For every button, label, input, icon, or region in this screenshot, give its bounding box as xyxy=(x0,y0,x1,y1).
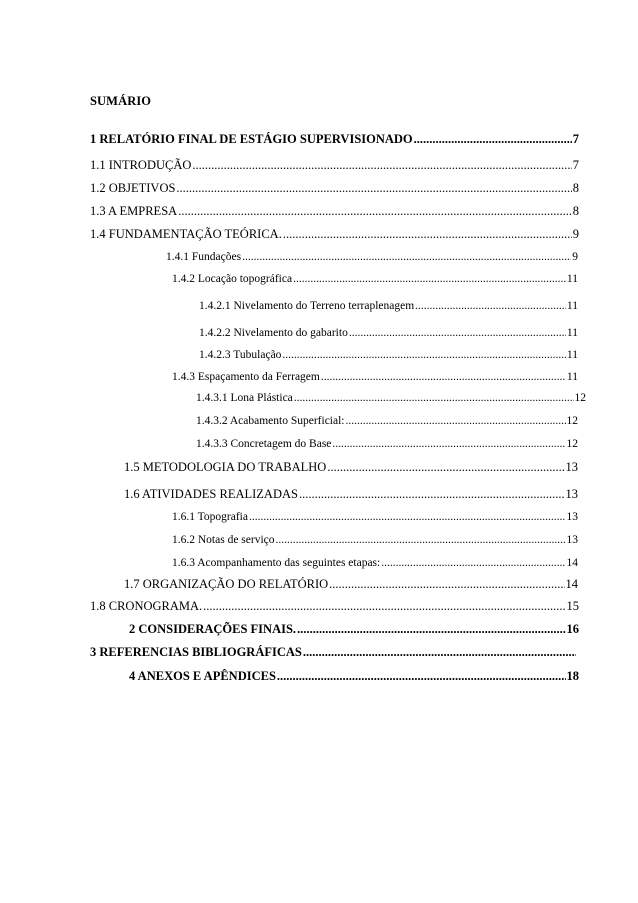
toc-entry-label: 1.2 OBJETIVOS xyxy=(90,181,176,195)
toc-entry-page: 9 xyxy=(572,227,579,241)
toc-entry[interactable] xyxy=(166,249,578,265)
toc-entry[interactable] xyxy=(172,509,578,525)
toc-entry-page: 14 xyxy=(565,577,578,591)
toc-entry-label: 1.4.3.2 Acabamento Superficial: xyxy=(196,415,345,427)
toc-entry[interactable] xyxy=(90,157,579,173)
toc-leader-dots xyxy=(283,226,572,242)
toc-leader-dots xyxy=(349,325,566,341)
toc-entry-label: 1.3 A EMPRESA xyxy=(90,204,178,218)
toc-leader-dots xyxy=(176,180,571,196)
toc-entry-label: 1.6.2 Notas de serviço xyxy=(172,534,275,546)
toc-entry-page: 12 xyxy=(566,438,578,450)
toc-leader-dots xyxy=(346,413,566,429)
toc-entry[interactable] xyxy=(90,131,579,147)
toc-entry-page: 11 xyxy=(566,300,578,312)
toc-leader-dots xyxy=(203,598,565,614)
toc-leader-dots xyxy=(327,459,564,475)
toc-entry-page: 13 xyxy=(566,534,578,546)
toc-entry-label: 1.4.3.3 Concretagem do Base xyxy=(196,438,332,450)
toc-entry-label: 1.4.2.3 Tubulação xyxy=(199,349,282,361)
toc-leader-dots xyxy=(329,576,564,592)
toc-entry-label: 4 ANEXOS E APÊNDICES xyxy=(129,669,276,683)
toc-entry-label: 3 REFERENCIAS BIBLIOGRÁFICAS xyxy=(90,645,302,659)
toc-entry[interactable] xyxy=(199,325,578,341)
toc-entry[interactable] xyxy=(172,271,578,287)
toc-entry[interactable] xyxy=(196,390,586,406)
toc-leader-dots xyxy=(415,298,566,314)
toc-entry-page: 11 xyxy=(566,273,578,285)
toc-entry-label: 1.4.2 Locação topográfica xyxy=(172,273,293,285)
toc-leader-dots xyxy=(299,486,565,502)
toc-entry[interactable] xyxy=(196,436,578,452)
toc-entry-page: 16 xyxy=(566,622,579,636)
toc-entry[interactable] xyxy=(124,486,578,502)
toc-entry-label: 1.1 INTRODUÇÃO xyxy=(90,158,192,172)
toc-entry[interactable] xyxy=(129,668,579,684)
toc-entry[interactable] xyxy=(172,532,578,548)
toc-entry-page: 18 xyxy=(566,669,579,683)
toc-leader-dots xyxy=(332,436,565,452)
toc-entry-label: 1.4.3 Espaçamento da Ferragem xyxy=(172,371,320,383)
toc-entry[interactable] xyxy=(90,598,579,614)
toc-entry-label: 1.4.2.1 Nivelamento do Terreno terraplenagem xyxy=(199,300,415,312)
toc-entry-page: 8 xyxy=(572,181,579,195)
toc-entry-page: 12 xyxy=(574,392,586,404)
toc-entry-page: 13 xyxy=(565,487,578,501)
toc-entry-page: 9 xyxy=(572,251,578,263)
toc-entry[interactable] xyxy=(90,644,577,660)
toc-leader-dots xyxy=(277,668,566,684)
toc-entry-page: 11 xyxy=(566,349,578,361)
toc-entry-label: 1.4.2.2 Nivelamento do gabarito xyxy=(199,327,348,339)
toc-entry-label: 1.5 METODOLOGIA DO TRABALHO xyxy=(124,460,327,474)
toc-leader-dots xyxy=(293,271,566,287)
toc-leader-dots xyxy=(414,131,572,147)
toc-leader-dots xyxy=(282,347,566,363)
toc-entry-page: 7 xyxy=(572,158,579,172)
toc-entry-label: 1.4.1 Fundações xyxy=(166,251,242,263)
toc-entry[interactable] xyxy=(90,226,579,242)
toc-entry[interactable] xyxy=(124,459,578,475)
toc-leader-dots xyxy=(303,644,576,660)
toc-entry-page: 11 xyxy=(566,371,578,383)
toc-entry-page: 8 xyxy=(572,204,579,218)
toc-entry[interactable] xyxy=(172,369,578,385)
toc-entry[interactable] xyxy=(129,621,579,637)
toc-leader-dots xyxy=(294,390,574,406)
toc-entry-label: 1.4 FUNDAMENTAÇÃO TEÓRICA. xyxy=(90,227,282,241)
toc-entry-page: 14 xyxy=(566,557,578,569)
toc-entry-label: 1.8 CRONOGRAMA. xyxy=(90,599,203,613)
toc-entry[interactable] xyxy=(124,576,578,592)
toc-leader-dots xyxy=(321,369,566,385)
page-title: SUMÁRIO xyxy=(90,94,152,108)
toc-entry-label: 1 RELATÓRIO FINAL DE ESTÁGIO SUPERVISIONADO xyxy=(90,132,413,146)
toc-leader-dots xyxy=(276,532,566,548)
toc-entry[interactable] xyxy=(199,347,578,363)
toc-entry-label: 1.7 ORGANIZAÇÃO DO RELATÓRIO xyxy=(124,577,329,591)
toc-entry-page: 11 xyxy=(566,327,578,339)
toc-leader-dots xyxy=(192,157,571,173)
toc-entry[interactable] xyxy=(90,180,579,196)
toc-leader-dots xyxy=(381,555,565,571)
toc-leader-dots xyxy=(242,249,571,265)
toc-entry[interactable] xyxy=(196,413,578,429)
toc-leader-dots xyxy=(249,509,566,525)
toc-entry-page: 13 xyxy=(565,460,578,474)
toc-entry-page: 15 xyxy=(566,599,579,613)
toc-entry-page: 7 xyxy=(572,132,579,146)
toc-entry[interactable] xyxy=(90,203,579,219)
toc-entry-label: 1.4.3.1 Lona Plástica xyxy=(196,392,293,404)
toc-entry-page: 13 xyxy=(566,511,578,523)
toc-entry-page: 12 xyxy=(566,415,578,427)
toc-entry[interactable] xyxy=(199,298,578,314)
toc-entry[interactable] xyxy=(172,555,578,571)
toc-leader-dots xyxy=(178,203,572,219)
toc-entry-label: 1.6.3 Acompanhamento das seguintes etapas: xyxy=(172,557,381,569)
toc-leader-dots xyxy=(297,621,565,637)
toc-entry-label: 1.6.1 Topografia xyxy=(172,511,248,523)
toc-entry-label: 1.6 ATIVIDADES REALIZADAS xyxy=(124,487,298,501)
toc-entry-label: 2 CONSIDERAÇÕES FINAIS. xyxy=(129,622,297,636)
